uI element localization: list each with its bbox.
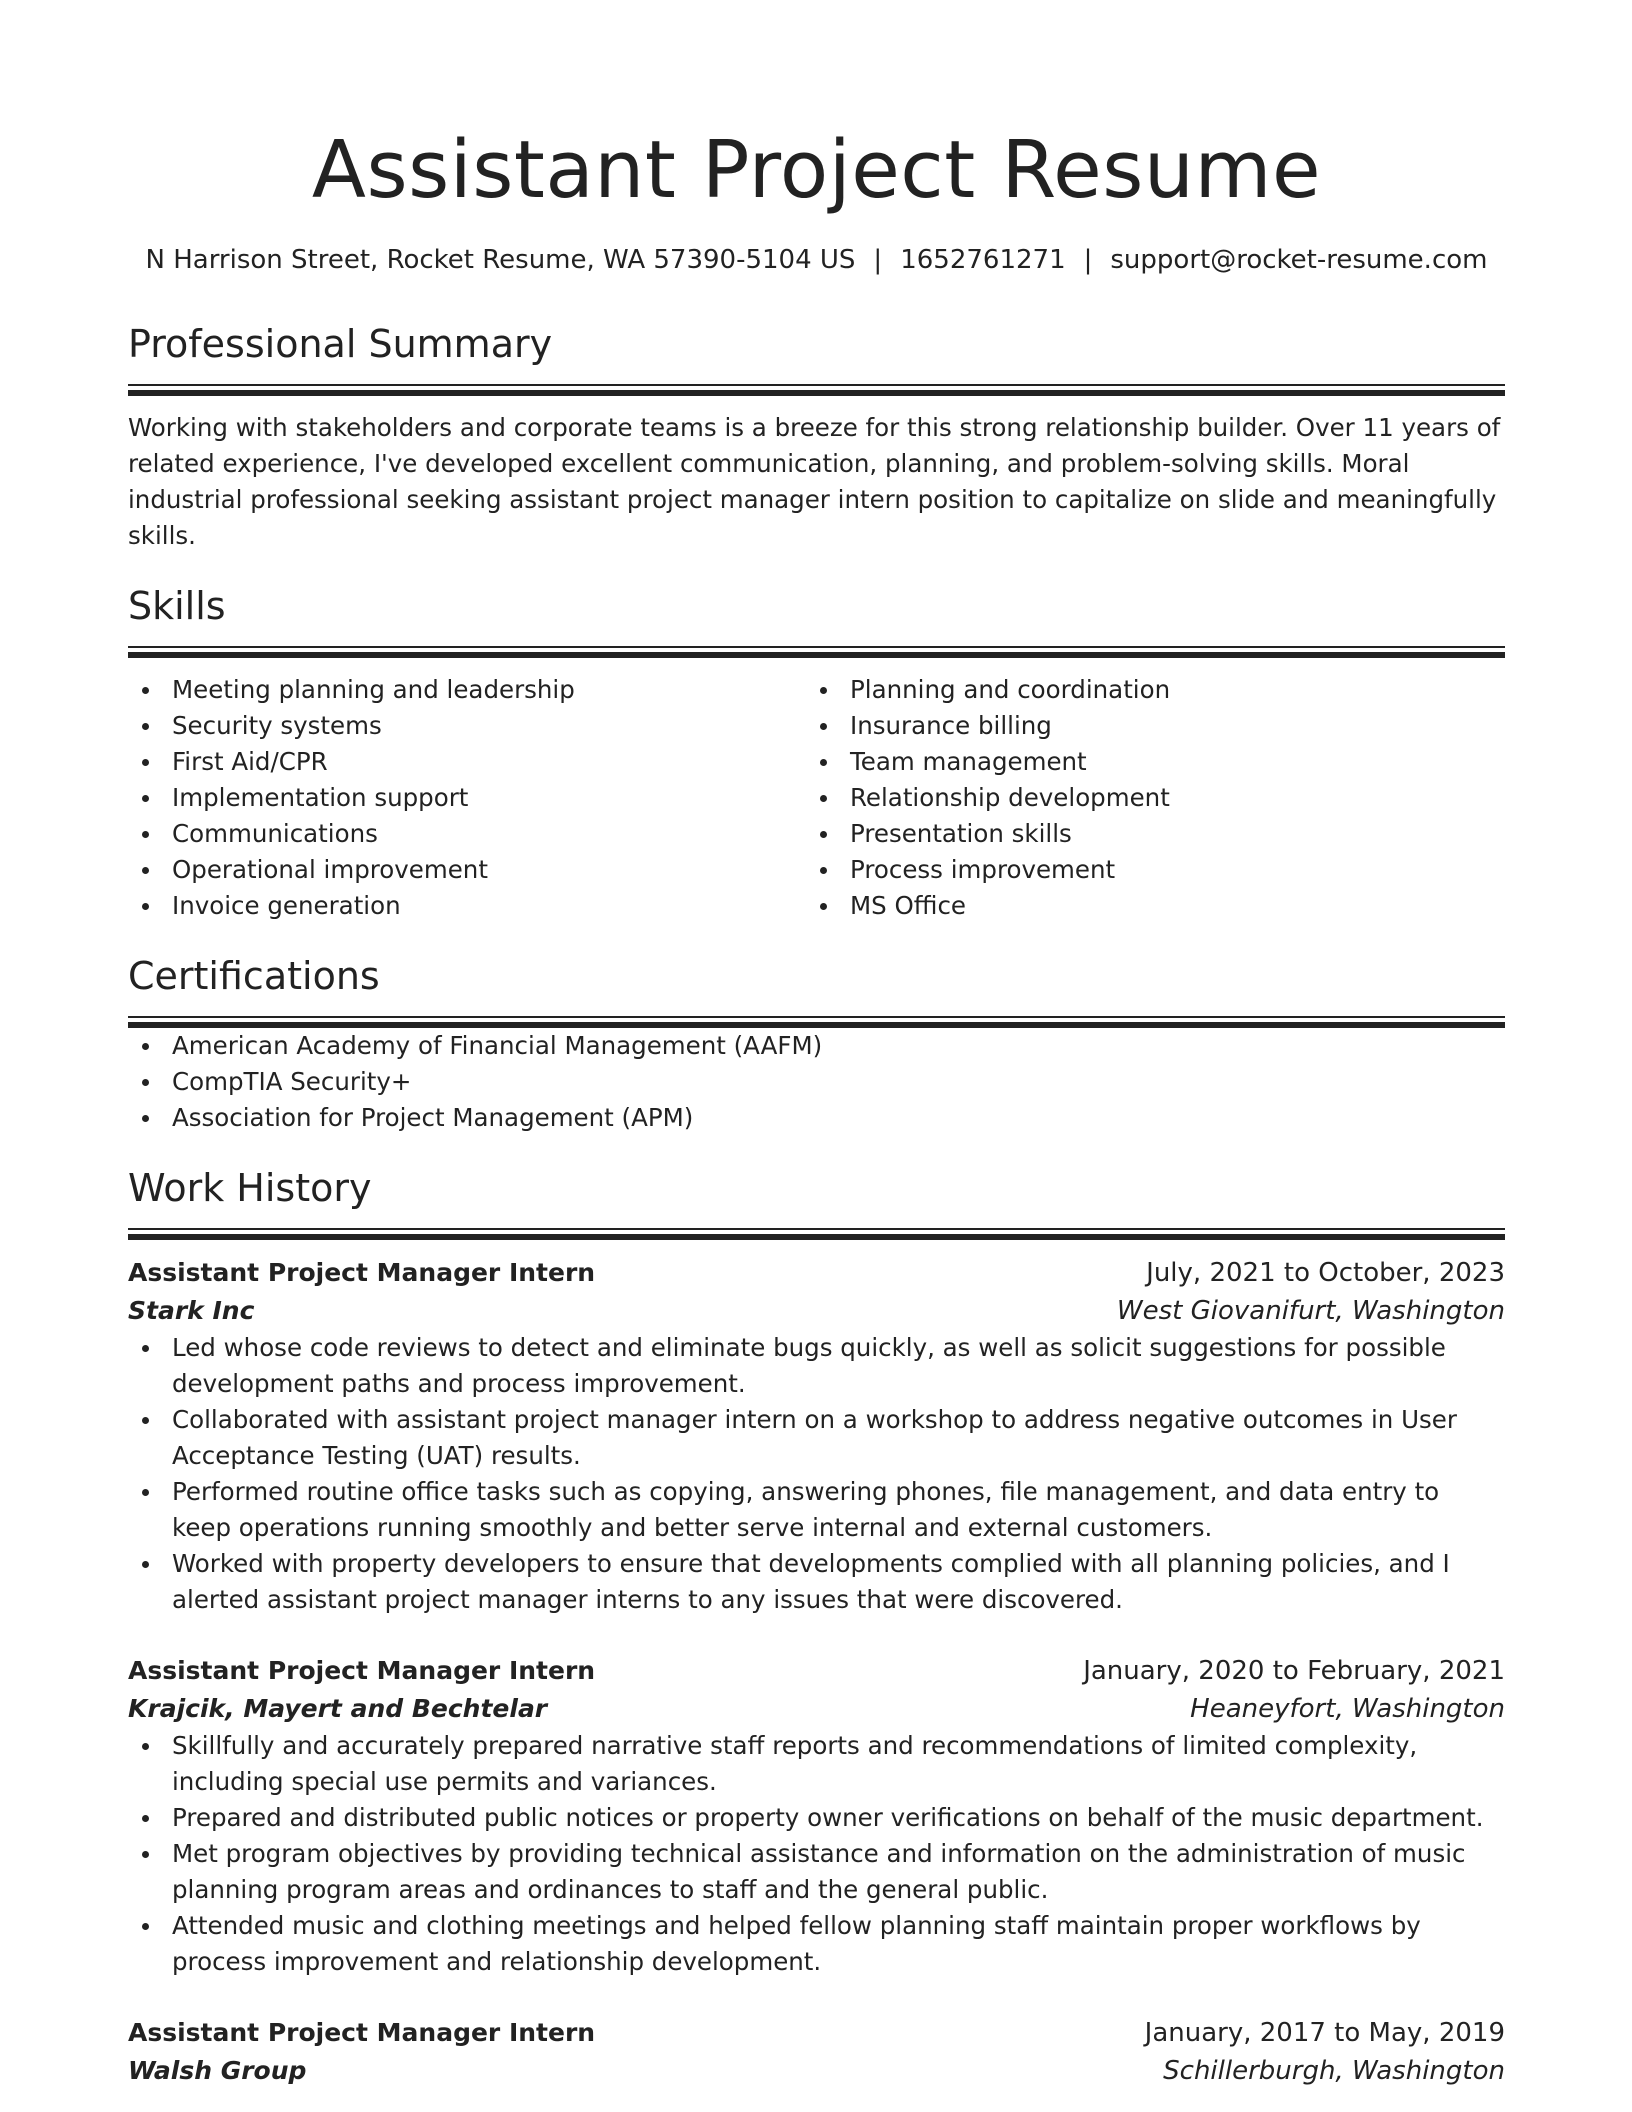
job-location: Heaneyfort, Washington: [1190, 1694, 1505, 1724]
skill-item: Team management: [806, 744, 1484, 780]
job-dates: July, 2021 to October, 2023: [1146, 1258, 1505, 1288]
skill-item: Process improvement: [806, 852, 1484, 888]
job-entry: [128, 1652, 1505, 1980]
skill-item: MS Office: [806, 888, 1484, 924]
job-duties-list: [128, 1728, 1505, 1980]
job-title: Assistant Project Manager Intern: [128, 1656, 596, 1685]
skill-item: Operational improvement: [128, 852, 806, 888]
job-duties-list: [128, 1330, 1505, 1618]
job-title: Assistant Project Manager Intern: [128, 2018, 596, 2047]
skills-section: [128, 582, 1505, 924]
skill-item: First Aid/CPR: [128, 744, 806, 780]
job-duty-item: Prepared and distributed public notices or property owner verifications on behalf of the music department.: [128, 1800, 1505, 1836]
resume-name: Assistant Project Resume: [311, 124, 1322, 216]
section-divider: [128, 384, 1505, 396]
skill-item: Planning and coordination: [806, 672, 1484, 708]
skill-item: Presentation skills: [806, 816, 1484, 852]
certifications-heading: Certifications: [128, 954, 380, 998]
job-entry: [128, 1254, 1505, 1618]
certifications-list: [128, 1028, 1505, 1136]
job-subheader: [128, 1690, 1505, 1728]
section-divider: [128, 646, 1505, 658]
skills-grid: [128, 672, 1505, 924]
job-company: Krajcik, Mayert and Bechtelar: [128, 1694, 548, 1723]
job-dates: January, 2020 to February, 2021: [1083, 1656, 1505, 1686]
contact-address: N Harrison Street, Rocket Resume, WA 57390-5104 US: [145, 245, 856, 275]
summary-text: Working with stakeholders and corporate teams is a breeze for this strong relationship builder. Over 11 years of related experience, I've developed excellent communication, planning, and problem-solving skills. Moral industrial professional seeking assistant project manager intern position to capitalize on slide and meaningfully skills.: [128, 413, 1501, 550]
job-subheader: [128, 2052, 1505, 2090]
certification-item: American Academy of Financial Management (AAFM): [128, 1028, 1505, 1064]
section-divider: [128, 1228, 1505, 1240]
job-subheader: [128, 1292, 1505, 1330]
certification-item: CompTIA Security+: [128, 1064, 1505, 1100]
section-divider: [128, 1016, 1505, 1028]
job-title: Assistant Project Manager Intern: [128, 1258, 596, 1287]
job-duty-item: Skillfully and accurately prepared narrative staff reports and recommendations of limited complexity, including special use permits and variances.: [128, 1728, 1505, 1800]
job-header: [128, 2014, 1505, 2052]
job-duty-item: Performed routine office tasks such as copying, answering phones, file management, and data entry to keep operations running smoothly and better serve internal and external customers.: [128, 1474, 1505, 1546]
contact-line: [128, 242, 1505, 278]
work-history-section: [128, 1164, 1505, 2090]
job-dates: January, 2017 to May, 2019: [1144, 2018, 1505, 2048]
skill-item: Security systems: [128, 708, 806, 744]
job-header: [128, 1652, 1505, 1690]
job-location: Schillerburgh, Washington: [1163, 2056, 1505, 2086]
summary-heading: Professional Summary: [128, 322, 553, 366]
work-history-heading: Work History: [128, 1166, 372, 1210]
resume-page: [128, 0, 1505, 2090]
job-company: Stark Inc: [128, 1296, 255, 1325]
skills-heading: Skills: [128, 584, 226, 628]
skill-item: Insurance billing: [806, 708, 1484, 744]
skills-right-list: [806, 672, 1484, 924]
job-location: West Giovanifurt, Washington: [1116, 1296, 1505, 1326]
skill-item: Invoice generation: [128, 888, 806, 924]
job-header: [128, 1254, 1505, 1292]
job-duty-item: Attended music and clothing meetings and helped fellow planning staff maintain proper workflows by process improvement and relationship development.: [128, 1908, 1505, 1980]
contact-phone: 1652761271: [900, 245, 1066, 275]
skill-item: Relationship development: [806, 780, 1484, 816]
skills-left-list: [128, 672, 806, 924]
skill-item: Implementation support: [128, 780, 806, 816]
contact-separator: |: [873, 245, 883, 275]
certifications-section: [128, 952, 1505, 1136]
job-duty-item: Worked with property developers to ensure that developments complied with all planning policies, and I alerted assistant project manager interns to any issues that were discovered.: [128, 1546, 1505, 1618]
job-duty-item: Collaborated with assistant project manager intern on a workshop to address negative outcomes in User Acceptance Testing (UAT) results.: [128, 1402, 1505, 1474]
contact-separator: |: [1083, 245, 1093, 275]
summary-section: [128, 320, 1505, 554]
job-duty-item: Led whose code reviews to detect and eliminate bugs quickly, as well as solicit suggestions for possible development paths and process improvement.: [128, 1330, 1505, 1402]
job-duty-item: Met program objectives by providing technical assistance and information on the administration of music planning program areas and ordinances to staff and the general public.: [128, 1836, 1505, 1908]
job-entry: [128, 2014, 1505, 2090]
certification-item: Association for Project Management (APM): [128, 1100, 1505, 1136]
skill-item: Meeting planning and leadership: [128, 672, 806, 708]
skill-item: Communications: [128, 816, 806, 852]
contact-email: support@rocket-resume.com: [1110, 245, 1488, 275]
job-company: Walsh Group: [128, 2056, 307, 2085]
